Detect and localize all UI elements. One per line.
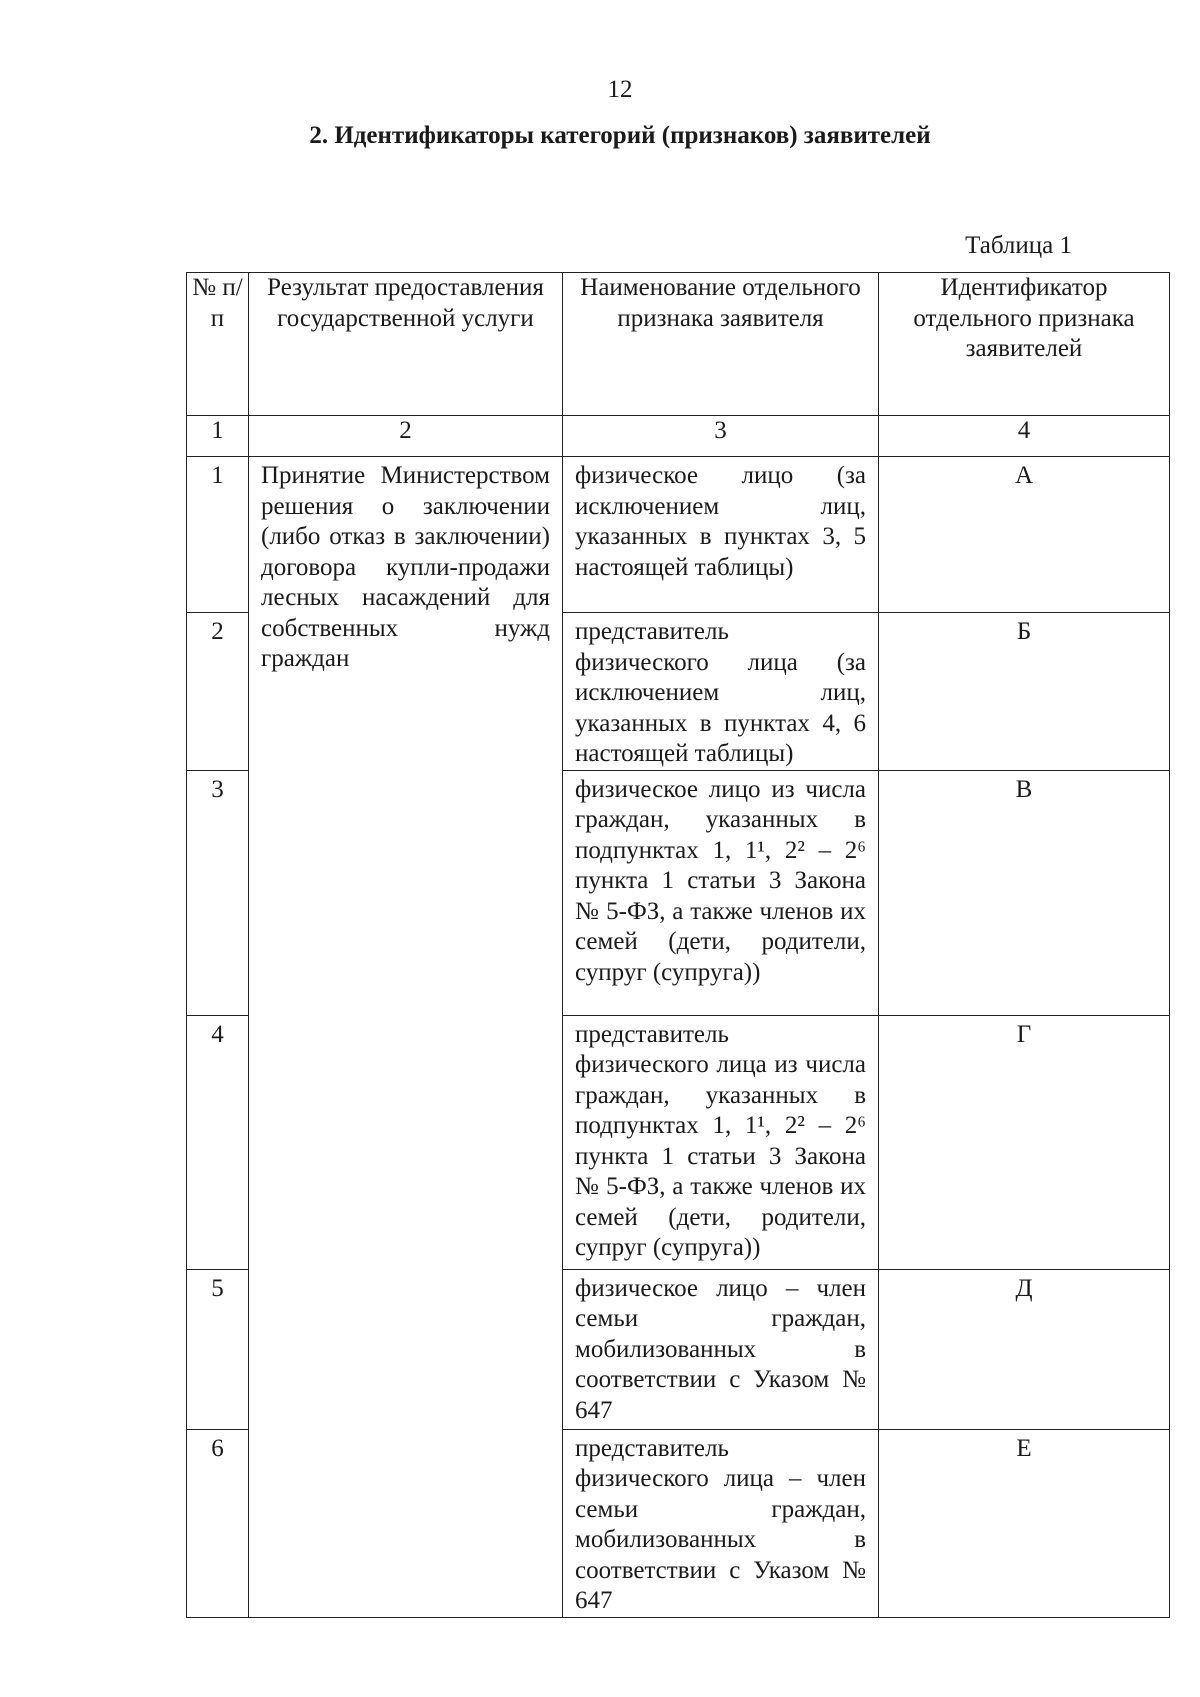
page-number: 12	[607, 76, 633, 103]
row-number	[187, 1429, 249, 1617]
identifier-cell	[879, 1269, 1170, 1429]
row-number-text: 1	[211, 462, 224, 489]
applicant-identifiers-table	[186, 272, 1170, 1618]
row-number-text: 4	[211, 1020, 224, 1048]
column-number: 4	[879, 416, 1170, 457]
feature-name-cell: представитель физического лица из числа граждан, указанных в подпунктах 1, 1¹, 2² – 2⁶ пункта 1 статьи 3 Закона № 5-ФЗ, а также членов их семей (дети, родители, супруг (супруга))	[563, 1015, 879, 1269]
identifier-cell	[879, 613, 1170, 771]
column-numbers-row	[187, 416, 1170, 457]
section-heading: 2. Идентификаторы категорий (признаков) заявителей	[309, 122, 931, 149]
identifier-text: Г	[1016, 1020, 1032, 1048]
service-result-cell: Принятие Министерством решения о заключении (либо отказ в заключении) договора купли-продажи лесных насаждений для собственных нужд граждан	[249, 457, 563, 1618]
column-number: 3	[563, 416, 879, 457]
table-row	[187, 457, 1170, 613]
feature-name-cell: представитель физического лица (за исключением лиц, указанных в пунктах 4, 6 настоящей таблицы)	[563, 613, 879, 771]
header-feature-name: Наименование отдельного признака заявителя	[563, 273, 879, 416]
identifier-text: Д	[1015, 1274, 1033, 1302]
row-number	[187, 613, 249, 771]
header-number: № п/п	[187, 273, 249, 416]
table-caption: Таблица 1	[965, 232, 1072, 259]
column-number: 2	[249, 416, 563, 457]
identifier-cell	[879, 457, 1170, 613]
identifier-text: Б	[1016, 618, 1032, 645]
row-number	[187, 770, 249, 1015]
row-number	[187, 457, 249, 613]
feature-name-cell: представитель физического лица – член семьи граждан, мобилизованных в соответствии с Указом № 647	[563, 1429, 879, 1617]
row-number	[187, 1015, 249, 1269]
identifier-text: А	[1014, 462, 1034, 489]
identifier-text: Е	[1016, 1434, 1032, 1462]
row-number-text: 2	[211, 618, 224, 645]
feature-name-cell: физическое лицо (за исключением лиц, указанных в пунктах 3, 5 настоящей таблицы)	[563, 457, 879, 613]
column-number: 1	[187, 416, 249, 457]
row-number-text: 6	[211, 1434, 224, 1462]
identifier-cell	[879, 770, 1170, 1015]
header-identifier: Идентификатор отдельного признака заявителей	[879, 273, 1170, 416]
row-number-text: 5	[211, 1274, 224, 1302]
table-header-row	[187, 273, 1170, 416]
identifier-text: В	[1015, 775, 1033, 803]
row-number-text: 3	[211, 775, 224, 803]
feature-name-cell: физическое лицо из числа граждан, указанных в подпунктах 1, 1¹, 2² – 2⁶ пункта 1 статьи 3 Закона № 5-ФЗ, а также членов их семей (дети, родители, супруг (супруга))	[563, 770, 879, 1015]
feature-name-cell: физическое лицо – член семьи граждан, мобилизованных в соответствии с Указом № 647	[563, 1269, 879, 1429]
identifier-cell	[879, 1015, 1170, 1269]
row-number	[187, 1269, 249, 1429]
identifier-cell	[879, 1429, 1170, 1617]
header-result: Результат предоставления государственной услуги	[249, 273, 563, 416]
